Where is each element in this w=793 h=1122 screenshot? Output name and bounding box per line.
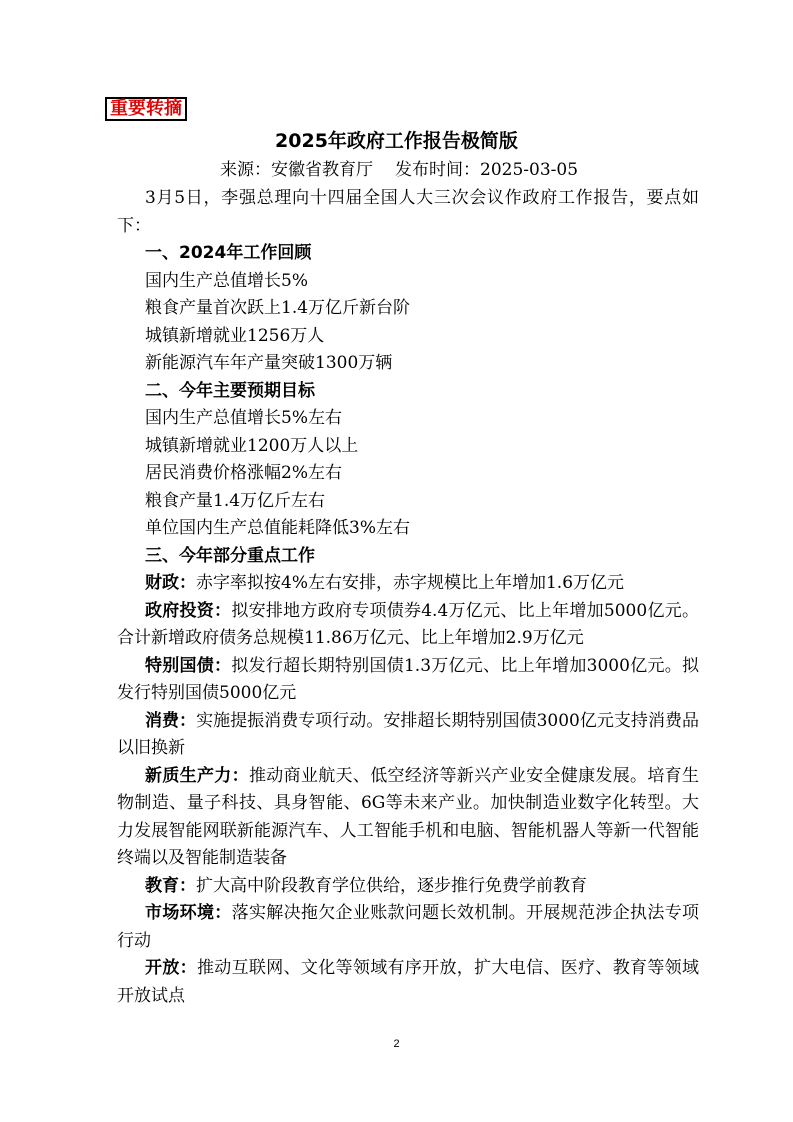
item-text: 落实解决拖欠企业账款问题长效机制。开展规范涉企执法专项行动 (117, 903, 700, 951)
document-title: 2025年政府工作报告极简版 (275, 130, 518, 152)
item-text: 实施提振消费专项行动。安排超长期特别国债3000亿元支持消费品以旧换新 (117, 710, 700, 758)
item-label: 新质生产力： (145, 765, 249, 786)
item-label: 市场环境： (145, 903, 232, 923)
review-line: 国内生产总值增长5% (145, 270, 308, 291)
item-label: 教育： (145, 875, 196, 896)
item-label: 开放： (145, 958, 197, 978)
target-line: 国内生产总值增长5%左右 (145, 408, 342, 428)
key-work-item-investment (117, 598, 699, 653)
target-line: 粮食产量1.4万亿斤左右 (145, 490, 326, 511)
item-label: 特别国债： (145, 655, 232, 676)
item-text: 推动互联网、文化等领域有序开放，扩大电信、医疗、教育等领域开放试点 (117, 958, 699, 1006)
item-text: 拟安排地方政府专项债券4.4万亿元、比上年增加5000亿元。合计新增政府债务总规模11.86万亿元、比上年增加2.9万亿元 (117, 600, 699, 648)
review-line: 城镇新增就业1256万人 (145, 325, 325, 346)
key-work-item-finance (117, 570, 699, 598)
key-work-item-consumption (117, 708, 699, 763)
publish-date: 发布时间：2025-03-05 (395, 160, 579, 180)
item-label: 财政： (145, 573, 196, 593)
source-label: 来源：安徽省教育厅 (220, 160, 373, 180)
intro-paragraph: 3月5日，李强总理向十四届全国人大三次会议作政府工作报告，要点如下： (117, 188, 699, 236)
page-number: 2 (393, 1038, 400, 1050)
key-work-item-special-bonds (117, 653, 699, 708)
item-text: 推动商业航天、低空经济等新兴产业安全健康发展。培育生物制造、量子科技、具身智能、6G等未来产业。加快制造业数字化转型。大力发展智能网联新能源汽车、人工智能手机和电脑、智能机器人等新一代智能终端以及智能制造装备 (117, 765, 700, 868)
review-line: 粮食产量首次跃上1.4万亿斤新台阶 (145, 298, 411, 318)
item-text: 赤字率拟按4%左右安排，赤字规模比上年增加1.6万亿元 (196, 573, 625, 593)
section-heading-review: 一、2024年工作回顾 (145, 243, 312, 263)
key-work-item-market (117, 900, 699, 955)
key-work-item-education (117, 873, 699, 901)
document-body (117, 184, 699, 1010)
section-heading-key-work: 三、今年部分重点工作 (145, 545, 315, 566)
target-line: 单位国内生产总值能耗降低3%左右 (145, 518, 410, 538)
item-label: 政府投资： (145, 600, 232, 621)
item-label: 消费： (145, 710, 197, 731)
target-line: 城镇新增就业1200万人以上 (145, 435, 359, 456)
item-text: 拟发行超长期特别国债1.3万亿元、比上年增加3000亿元。拟发行特别国债5000亿元 (117, 655, 699, 703)
key-work-item-productivity (117, 763, 699, 873)
key-work-item-opening (117, 955, 699, 1010)
source-line (220, 157, 578, 183)
review-line: 新能源汽车年产量突破1300万辆 (145, 353, 393, 373)
important-repost-tag: 重要转摘 (105, 97, 187, 121)
item-text: 扩大高中阶段教育学位供给，逐步推行免费学前教育 (196, 875, 587, 896)
section-heading-targets: 二、今年主要预期目标 (145, 380, 315, 401)
target-line: 居民消费价格涨幅2%左右 (145, 463, 342, 483)
